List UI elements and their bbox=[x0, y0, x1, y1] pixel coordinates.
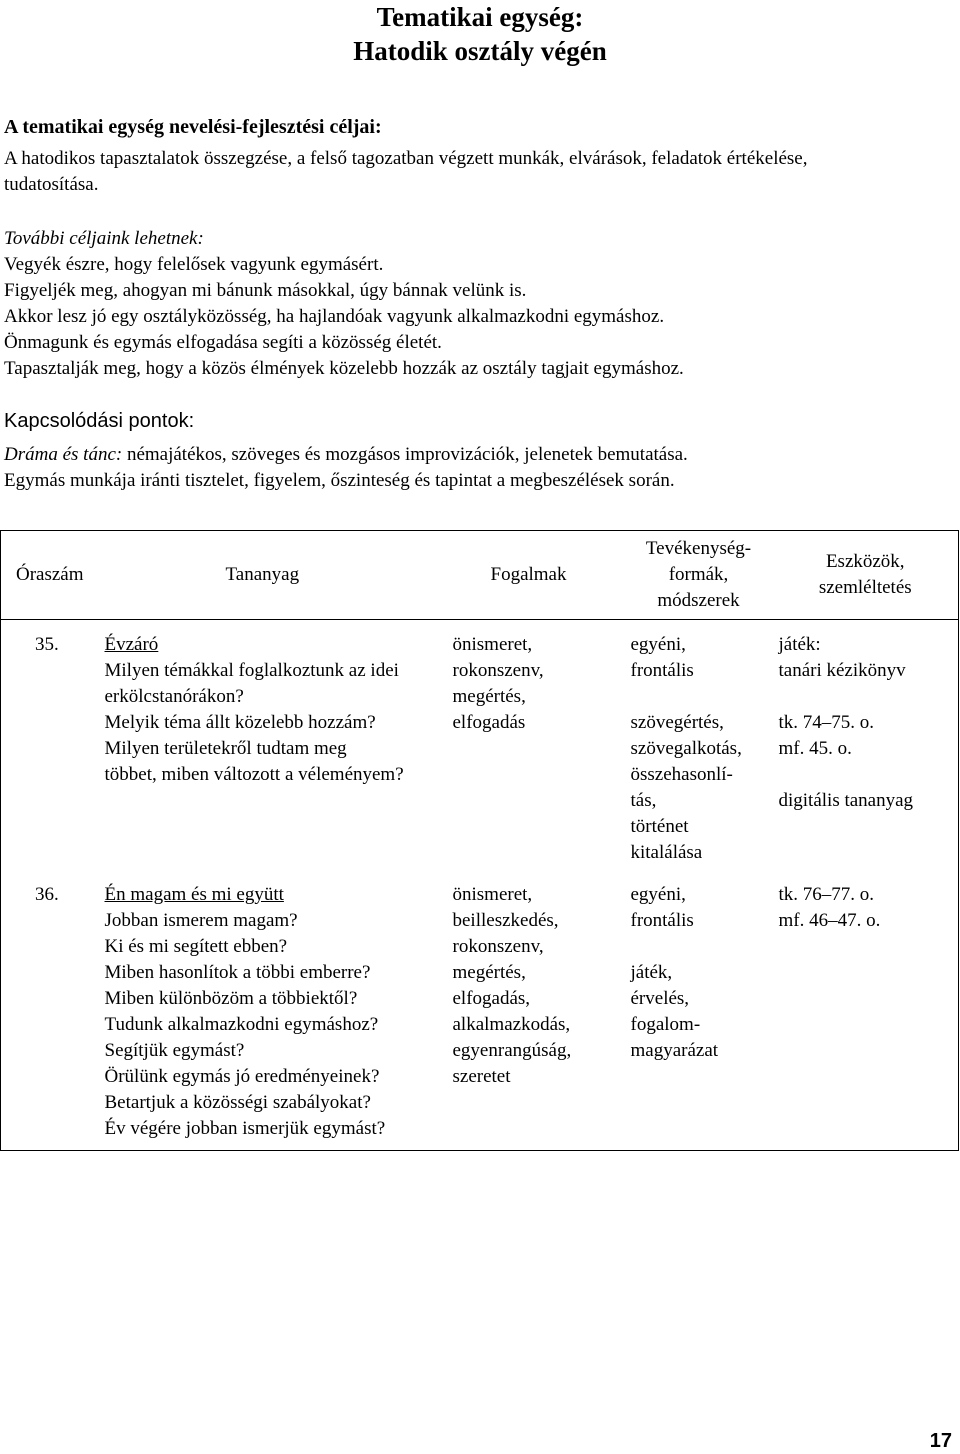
row-activity: szövegalkotás, bbox=[630, 738, 742, 759]
row-spacer bbox=[779, 684, 959, 710]
header-fogalmak: Fogalmak bbox=[447, 531, 625, 620]
row-topic-line: Örülünk egymás jó eredményeinek? bbox=[104, 1066, 380, 1087]
row-concept: megértés, bbox=[452, 686, 526, 707]
row-activities bbox=[625, 620, 773, 877]
row-topic-line: Év végére jobban ismerjük egymást? bbox=[104, 1118, 386, 1139]
further-goal-item: Akkor lesz jó egy osztályközösség, ha hajlandóak vagyunk alkalmazkodni egymáshoz. bbox=[4, 306, 665, 327]
row-tool: játék: bbox=[778, 634, 821, 655]
row-topic-line: Segítjük egymást? bbox=[104, 1040, 245, 1061]
drama-text: némajátékos, szöveges és mozgásos improvizációk, jelenetek bemutatása. bbox=[122, 444, 688, 465]
row-activity: kitalálása bbox=[630, 842, 703, 863]
row-topic-line: Milyen témákkal foglalkoztunk az idei bbox=[104, 660, 399, 681]
connections-drama-line bbox=[4, 442, 688, 468]
row-concept: szeretet bbox=[452, 1066, 511, 1087]
row-spacer bbox=[779, 762, 959, 788]
title-line-1: Tematikai egység: bbox=[376, 2, 584, 32]
row-concept: önismeret, bbox=[452, 884, 533, 905]
row-activity: egyéni, bbox=[630, 884, 686, 905]
row-topic-line: Miben különbözöm a többiektől? bbox=[104, 988, 358, 1009]
header-tevekenyseg-line: módszerek bbox=[657, 590, 740, 611]
row-topic-line: Miben hasonlítok a többi emberre? bbox=[104, 962, 371, 983]
row-concept: önismeret, bbox=[452, 634, 533, 655]
row-tools bbox=[773, 876, 959, 1151]
row-topic-line: erkölcstanórákon? bbox=[104, 686, 244, 707]
row-number: 35. bbox=[1, 620, 99, 877]
header-eszkozok-line: Eszközök, bbox=[825, 551, 905, 572]
row-tool: tanári kézikönyv bbox=[778, 660, 906, 681]
further-goal-item: Figyeljék meg, ahogyan mi bánunk másokkal, úgy bánnak velünk is. bbox=[4, 280, 527, 301]
row-activity: játék, bbox=[630, 962, 673, 983]
row-concept: elfogadás, bbox=[452, 988, 531, 1009]
row-number: 36. bbox=[1, 876, 99, 1151]
goals-heading: A tematikai egység nevelési-fejlesztési céljai: bbox=[4, 116, 382, 138]
further-goals-label: További céljaink lehetnek: bbox=[4, 228, 204, 249]
connections-line: Egymás munkája iránti tisztelet, figyelem, őszinteség és tapintat a megbeszélések során. bbox=[4, 470, 675, 491]
row-concept: beilleszkedés, bbox=[452, 910, 559, 931]
lesson-table bbox=[0, 530, 958, 1151]
row-activity: egyéni, bbox=[630, 634, 686, 655]
connections bbox=[4, 442, 688, 494]
row-tools bbox=[773, 620, 959, 877]
goals-text bbox=[4, 146, 956, 198]
connections-heading: Kapcsolódási pontok: bbox=[4, 410, 195, 432]
further-goal-item: Vegyék észre, hogy felelősek vagyunk egymásért. bbox=[4, 254, 384, 275]
row-activity: érvelés, bbox=[630, 988, 690, 1009]
goals-text-line: A hatodikos tapasztalatok összegzése, a felső tagozatban végzett munkák, elvárások, feladatok értékelése, bbox=[4, 148, 808, 169]
row-topic bbox=[99, 876, 447, 1151]
row-topic bbox=[99, 620, 447, 877]
header-eszkozok bbox=[773, 531, 959, 620]
row-topic-line: Ki és mi segített ebben? bbox=[104, 936, 288, 957]
drama-label: Dráma és tánc: bbox=[4, 444, 123, 465]
row-concept: elfogadás bbox=[452, 712, 526, 733]
row-concept: rokonszenv, bbox=[452, 660, 544, 681]
header-tevekenyseg-line: Tevékenység- bbox=[645, 538, 752, 559]
row-spacer bbox=[631, 934, 773, 960]
row-tool: tk. 76–77. o. bbox=[778, 884, 875, 905]
row-tool: digitális tananyag bbox=[778, 790, 914, 811]
row-spacer bbox=[631, 684, 773, 710]
row-activity: fogalom- bbox=[630, 1014, 701, 1035]
row-tool: tk. 74–75. o. bbox=[778, 712, 875, 733]
further-goal-item: Tapasztalják meg, hogy a közös élmények közelebb hozzák az osztály tagjait egymáshoz. bbox=[4, 358, 684, 379]
row-activity: tás, bbox=[630, 790, 657, 811]
further-goal-item: Önmagunk és egymás elfogadása segíti a közösség életét. bbox=[4, 332, 442, 353]
row-topic-line: Milyen területekről tudtam meg bbox=[104, 738, 347, 759]
row-activity: magyarázat bbox=[630, 1040, 719, 1061]
row-activity: összehasonlí- bbox=[630, 764, 733, 785]
header-tevekenyseg-line: formák, bbox=[668, 564, 729, 585]
table-row bbox=[1, 620, 959, 877]
row-concept: megértés, bbox=[452, 962, 526, 983]
row-topic-line: Tudunk alkalmazkodni egymáshoz? bbox=[104, 1014, 379, 1035]
row-topic-line: Betartjuk a közösségi szabályokat? bbox=[104, 1092, 371, 1113]
header-tananyag: Tananyag bbox=[99, 531, 447, 620]
row-topic-line: többet, miben változott a véleményem? bbox=[104, 764, 404, 785]
row-concept: alkalmazkodás, bbox=[452, 1014, 571, 1035]
header-tevekenyseg bbox=[625, 531, 773, 620]
row-concept: rokonszenv, bbox=[452, 936, 544, 957]
row-topic-line: Melyik téma állt közelebb hozzám? bbox=[104, 712, 376, 733]
row-activity: frontális bbox=[630, 660, 694, 681]
page-number: 17 bbox=[929, 1430, 952, 1452]
page-title bbox=[0, 0, 960, 68]
row-tool: mf. 45. o. bbox=[778, 738, 852, 759]
table-header-row bbox=[1, 531, 959, 620]
row-concepts bbox=[447, 876, 625, 1151]
goals-text-line: tudatosítása. bbox=[4, 174, 99, 195]
further-goals bbox=[4, 226, 684, 382]
table-row bbox=[1, 876, 959, 1151]
row-activities bbox=[625, 876, 773, 1151]
row-activity: szövegértés, bbox=[630, 712, 724, 733]
title-line-2: Hatodik osztály végén bbox=[353, 36, 607, 66]
row-topic-title: Én magam és mi együtt bbox=[104, 884, 284, 905]
row-activity: frontális bbox=[630, 910, 694, 931]
row-topic-title: Évzáró bbox=[104, 634, 159, 655]
header-eszkozok-line: szemléltetés bbox=[818, 577, 912, 598]
row-concept: egyenrangúság, bbox=[452, 1040, 572, 1061]
row-concepts bbox=[447, 620, 625, 877]
header-oraszam: Óraszám bbox=[1, 531, 99, 620]
row-tool: mf. 46–47. o. bbox=[778, 910, 881, 931]
row-activity: történet bbox=[630, 816, 689, 837]
row-topic-line: Jobban ismerem magam? bbox=[104, 910, 298, 931]
